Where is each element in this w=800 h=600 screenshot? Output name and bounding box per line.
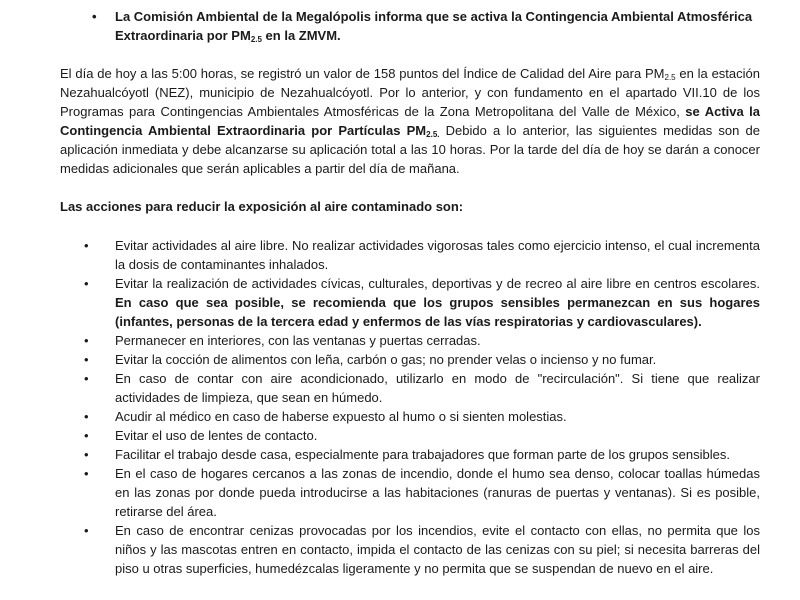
bullet-icon: • [92, 9, 97, 24]
paragraph-text-2: en la estación Nezahualcóyotl (NEZ), municipio de Nezahualcóyotl. Por lo anterior, y con fundamento en el apartado VII.10 de los Programas para Contingencias Ambientales Atmosféricas de la Zona Metropolitana del Valle de México, [60, 66, 760, 119]
action-item-text: Evitar la realización de actividades cívicas, culturales, deportivas y de recreo al aire libre en centros escolares. [115, 276, 760, 291]
action-item [60, 464, 760, 521]
action-item [60, 407, 760, 426]
bullet-icon: • [84, 371, 89, 386]
action-item-text: Evitar la cocción de alimentos con leña, carbón o gas; no prender velas o incienso y no fumar. [115, 352, 657, 367]
action-item [60, 274, 760, 331]
intro-paragraph [60, 64, 760, 178]
action-item-text: Acudir al médico en caso de haberse expuesto al humo o si sienten molestias. [115, 409, 567, 424]
bullet-icon: • [84, 523, 89, 538]
action-item-text: Facilitar el trabajo desde casa, especialmente para trabajadores que forman parte de los grupos sensibles. [115, 447, 730, 462]
bullet-icon: • [84, 333, 89, 348]
paragraph-text-1: El día de hoy a las 5:00 horas, se registró un valor de 158 puntos del Índice de Calidad del Aire para PM [60, 66, 665, 81]
bullet-icon: • [84, 352, 89, 367]
action-item [60, 521, 760, 578]
bullet-icon: • [84, 447, 89, 462]
action-item-text: En caso de contar con aire acondicionado, utilizarlo en modo de "recirculación". Si tiene que realizar actividades de limpieza, que sean en húmedo. [115, 371, 760, 405]
action-item [60, 350, 760, 369]
bullet-icon: • [84, 409, 89, 424]
action-item [60, 331, 760, 350]
headline-subscript: 2.5 [250, 35, 262, 44]
action-item [60, 426, 760, 445]
action-item-bold-text: En caso que sea posible, se recomienda que los grupos sensibles permanezcan en sus hogares (infantes, personas de la tercera edad y enfermos de las vías respiratorias y cardiovasculares). [115, 295, 760, 329]
actions-list [60, 236, 760, 578]
action-item-text: Permanecer en interiores, con las ventanas y puertas cerradas. [115, 333, 481, 348]
bullet-icon: • [84, 466, 89, 481]
headline-text-part1: La Comisión Ambiental de la Megalópolis informa que se activa la Contingencia Ambiental Atmosférica Extraordinaria por PM [115, 9, 753, 43]
paragraph-subscript-1: 2.5 [664, 73, 676, 82]
bullet-icon: • [84, 238, 89, 253]
action-item-text: Evitar actividades al aire libre. No realizar actividades vigorosas tales como ejercicio intenso, el cual incrementa la dosis de contaminantes inhalados. [115, 238, 760, 272]
paragraph-subscript-2: 2.5. [426, 130, 440, 139]
action-item-text: Evitar el uso de lentes de contacto. [115, 428, 318, 443]
announcement-headline [60, 7, 760, 45]
action-item [60, 236, 760, 274]
paragraph-bold-text: se Activa la Contingencia Ambiental Extraordinaria por Partículas PM [60, 104, 760, 138]
bullet-icon: • [84, 276, 89, 291]
paragraph-text-3: Debido a lo anterior, las siguientes medidas son de aplicación inmediata y debe alcanzarse su aplicación total a las 10 horas. Por la tarde del día de hoy se darán a conocer medidas adicionales que serán aplicables a partir del día de mañana. [60, 123, 760, 176]
action-item [60, 445, 760, 464]
bullet-icon: • [84, 428, 89, 443]
headline-text-part2: en la ZMVM. [261, 28, 341, 43]
actions-section-title: Las acciones para reducir la exposición al aire contaminado son: [60, 199, 464, 214]
action-item-text: En el caso de hogares cercanos a las zonas de incendio, donde el humo sea denso, colocar toallas húmedas en las zonas por donde pueda introducirse a las habitaciones (ranuras de puertas y ventanas). Si es posible, retirarse del área. [115, 466, 760, 519]
action-item-text: En caso de encontrar cenizas provocadas por los incendios, evite el contacto con ellas, no permita que los niños y las mascotas entren en contacto, impida el contacto de las cenizas con su piel; si necesita barreras del piso u otras superficies, humedézcalas ligeramente y no permita que se suspendan de nuevo en el aire. [115, 523, 760, 576]
action-item [60, 369, 760, 407]
